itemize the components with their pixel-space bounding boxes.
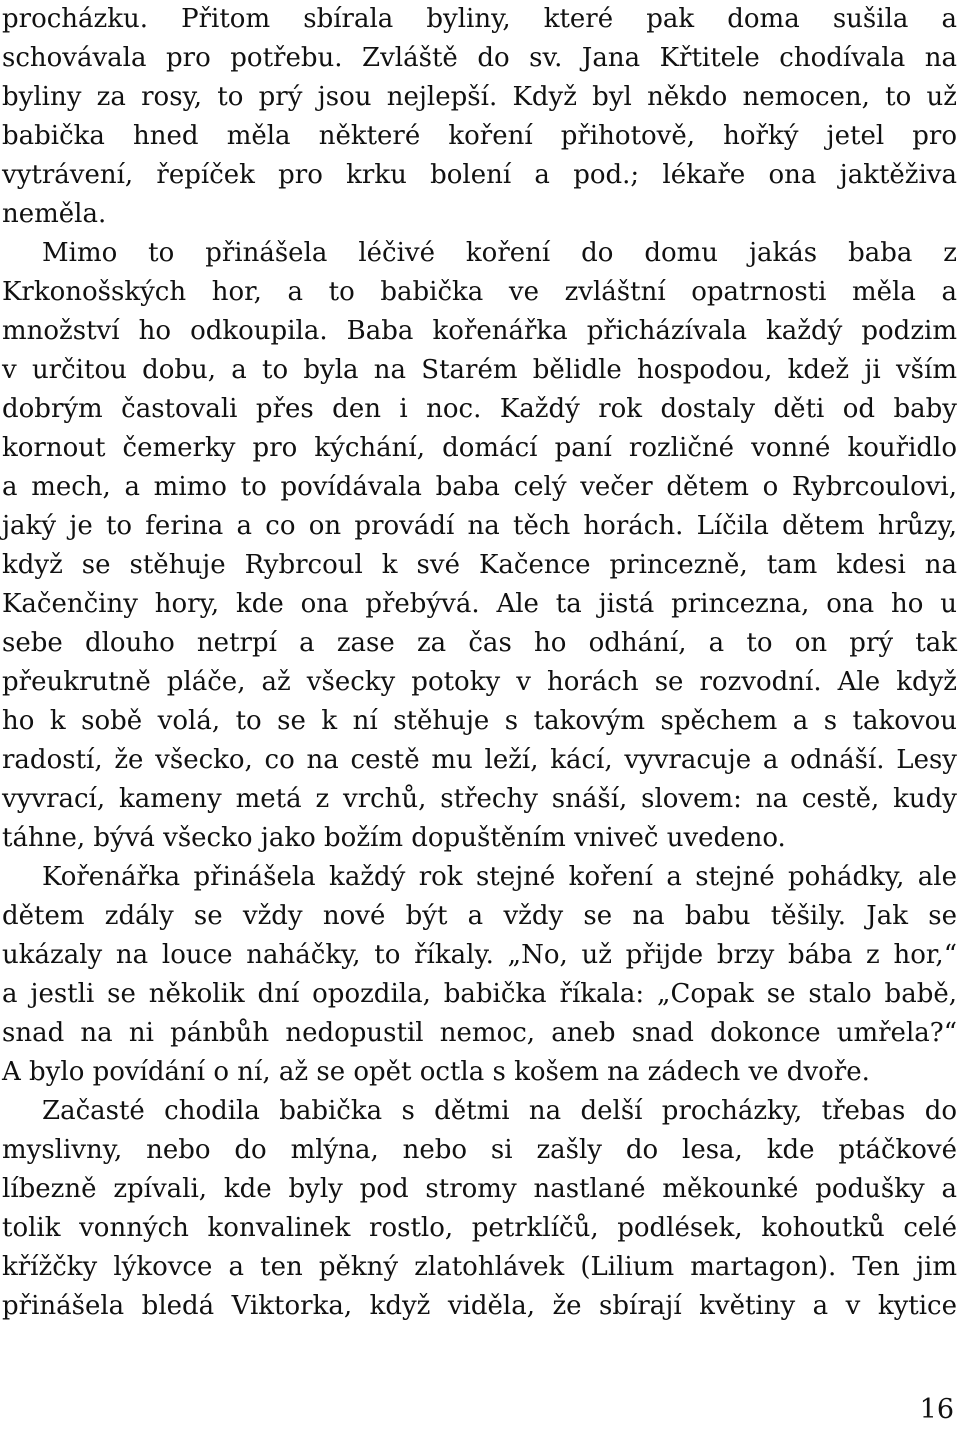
text-line: A bylo povídání o ní, až se opět octla s košem na zádech ve dvoře. [2,1057,870,1087]
text-line: sebe dlouho netrpí a zase za čas ho odhání, a to on prý tak [2,628,957,658]
text-line: snad na ni pánbůh nedopustil nemoc, aneb snad dokonce umřela?“ [2,1018,957,1048]
text-line: křížčky lýkovce a ten pěkný zlatohlávek (Lilium martagon). Ten jim [2,1252,957,1282]
text-line: a mech, a mimo to povídávala baba celý večer dětem o Rybrcoulovi, [2,472,957,502]
document-page [2,0,957,1326]
text-line: líbezně zpívali, kde byly pod stromy nastlané měkounké podušky a [2,1174,957,1204]
text-line: tolik vonných konvalinek rostlo, petrklíčů, podlések, kohoutků celé [2,1213,957,1243]
text-line: když se stěhuje Rybrcoul k své Kačence princezně, tam kdesi na [2,550,957,580]
text-line: jaký je to ferina a co on provádí na těch horách. Líčila dětem hrůzy, [2,511,957,541]
text-line: ukázaly na louce naháčky, to říkaly. „No, už přijde brzy bába z hor,“ [2,940,957,970]
text-line: Krkonošských hor, a to babička ve zvláštní opatrnosti měla a [2,277,957,307]
text-line: babička hned měla některé koření přihotově, hořký jetel pro [2,121,957,151]
text-line: ho k sobě volá, to se k ní stěhuje s takovým spěchem a s takovou [2,706,957,736]
text-line: Kořenářka přinášela každý rok stejné koření a stejné pohádky, ale [42,862,957,892]
text-line: přeukrutně pláče, až všecky potoky v horách se rozvodní. Ale když [2,667,957,697]
text-line: kornout čemerky pro kýchání, domácí paní rozličné vonné kouřidlo [2,433,957,463]
text-line: Začasté chodila babička s dětmi na delší procházky, třebas do [42,1096,957,1126]
text-line: dobrým častovali přes den i noc. Každý rok dostaly děti od baby [2,394,957,424]
text-line: vytrávení, řepíček pro krku bolení a pod.; lékaře ona jaktěživa [2,160,957,190]
text-line: přinášela bledá Viktorka, když viděla, že sbírají květiny a v kytice [2,1291,957,1321]
text-line: množství ho odkoupila. Baba kořenářka přicházívala každý podzim [2,316,957,346]
text-line: neměla. [2,199,107,229]
text-line: schovávala pro potřebu. Zvláště do sv. Jana Křtitele chodívala na [2,43,957,73]
text-line: dětem zdály se vždy nové být a vždy se na babu těšily. Jak se [2,901,957,931]
page-number: 16 [919,1394,954,1425]
text-line: myslivny, nebo do mlýna, nebo si zašly do lesa, kde ptáčkové [2,1135,957,1165]
text-line: v určitou dobu, a to byla na Starém bělidle hospodou, kdež ji vším [2,355,957,385]
text-line: procházku. Přitom sbírala byliny, které pak doma sušila a [2,4,957,34]
text-line: a jestli se několik dní opozdila, babička říkala: „Copak se stalo babě, [2,979,957,1009]
text-line: byliny za rosy, to prý jsou nejlepší. Když byl někdo nemocen, to už [2,82,957,112]
text-line: Mimo to přinášela léčivé koření do domu jakás baba z [42,238,957,268]
text-line: táhne, bývá všecko jako božím dopuštěním vniveč uvedeno. [2,823,786,853]
text-line: Kačenčiny hory, kde ona přebývá. Ale ta jistá princezna, ona ho u [2,589,957,619]
text-line: vyvrací, kameny metá z vrchů, střechy snáší, slovem: na cestě, kudy [2,784,957,814]
text-line: radostí, že všecko, co na cestě mu leží, kácí, vyvracuje a odnáší. Lesy [2,745,957,775]
